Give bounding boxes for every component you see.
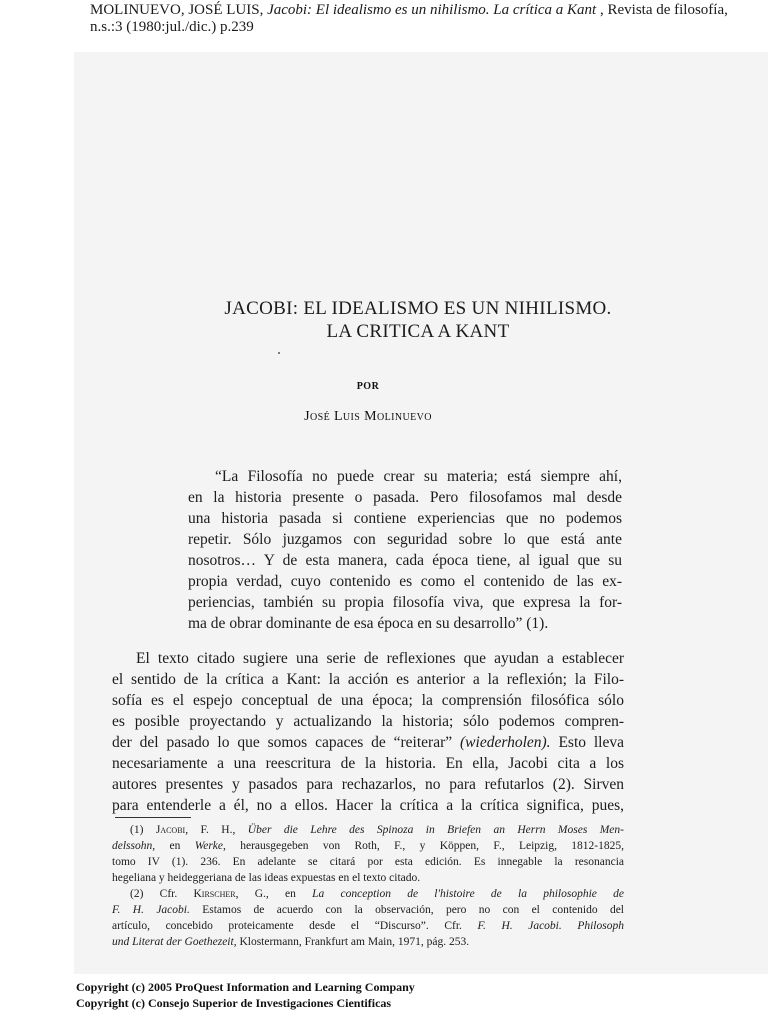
epigraph-quote — [188, 466, 622, 634]
article-author: José Luis Molinuevo — [304, 409, 432, 424]
quote-line: periencias, también su propia filosofía viva, que expresa la for- — [188, 594, 622, 611]
footnote-text-run: Klostermann, Frankfurt am Main, 1971, pág. 253. — [236, 936, 470, 948]
footnote-title: Über die Lehre des Spinoza in Briefen an Herrn Moses Men- — [247, 824, 624, 836]
citation-header — [90, 2, 750, 36]
body-text-run: der del pasado lo que somos capaces de “reiterar” — [112, 734, 461, 751]
body-line: El texto citado sugiere una serie de reflexiones que ayudan a establecer — [136, 650, 624, 667]
footnote-2-line — [112, 902, 624, 918]
footnote-2-line — [112, 934, 624, 950]
footnote-2-line — [112, 918, 624, 934]
footnote-title: La conception de l'histoire de la philosophie de — [312, 888, 624, 900]
byline-por: POR — [356, 381, 380, 392]
footnote-number: (2) Cfr. — [130, 888, 194, 900]
copyright-line-2: Copyright (c) Consejo Superior de Investigaciones Cientificas — [76, 996, 392, 1010]
quote-line: ma de obrar dominante de esa época en su desarrollo” (1). — [188, 615, 549, 632]
footnote-author: Jacobi — [155, 824, 186, 836]
article-title — [100, 297, 736, 343]
footnote-2-line — [112, 886, 624, 902]
footnote-1-line: tomo IV (1). 236. En adelante se citará por esta edición. Es innegable la resonancia — [112, 856, 624, 868]
article-title-line-2: LA CRITICA A KANT — [326, 321, 510, 342]
citation-title: Jacobi: El idealismo es un nihilismo. La crítica a Kant — [267, 2, 597, 18]
quote-line: en la historia presente o pasada. Pero filosofamos mal desde — [188, 489, 622, 506]
footnote-text-run: Estamos de acuerdo con la observación, pero no con el contenido del — [189, 904, 624, 916]
footnote-1-line — [112, 822, 624, 838]
copyright-notice — [76, 979, 676, 1011]
quote-line: repetir. Sólo juzgamos con seguridad sobre lo que está ante — [188, 531, 622, 548]
footnote-text-run: , herausgegeben von Roth, F., y Köppen, F., Leipzig, 1812-1825, — [223, 840, 624, 852]
footnote-title: F. H. Jacobi. Philosoph — [477, 920, 624, 932]
footnotes — [112, 822, 624, 950]
body-line: el sentido de la crítica a Kant: la acción es anterior a la reflexión; la Filo- — [112, 671, 624, 688]
footnote-title: und Literat der Goethezeit, — [112, 936, 237, 948]
quote-line: una historia pasada si contiene experiencias que no podemos — [188, 510, 622, 527]
footnote-title: Werke — [194, 840, 223, 852]
body-line: es posible proyectando y actualizando la historia; sólo podemos compren- — [112, 713, 624, 730]
copyright-line-1: Copyright (c) 2005 ProQuest Information and Learning Company — [76, 980, 415, 994]
body-line: autores presentes y pasados para rechazarlos, no para refutarlos (2). Sirven — [112, 776, 624, 793]
footnote-1-line: hegeliana y heideggeriana de las ideas expuestas en el texto citado. — [112, 872, 421, 884]
body-line — [112, 732, 624, 753]
quote-line: nosotros… Y de esta manera, cada época tiene, al igual que su — [188, 552, 622, 569]
scan-speck — [278, 352, 280, 354]
footnote-number: (1) — [130, 824, 156, 836]
footnote-text-run: artículo, concebido proteicamente desde el “Discurso”. Cfr. — [112, 920, 478, 932]
citation-journal: , Revista de filosofía, n.s.:3 (1980:jul./dic.) p.239 — [90, 2, 728, 35]
quote-line: “La Filosofía no puede crear su materia; está siempre ahí, — [215, 468, 622, 485]
footnote-title: F. H. Jacobi. — [112, 904, 190, 916]
body-italic-term: (wiederholen). — [460, 734, 551, 751]
body-paragraph — [112, 648, 624, 816]
footnote-text-run: , G., en — [235, 888, 313, 900]
article-title-line-1: JACOBI: EL IDEALISMO ES UN NIHILISMO. — [224, 298, 612, 319]
body-text-run: Esto lleva — [550, 734, 624, 751]
body-line: necesariamente a una reescritura de la historia. En ella, Jacobi cita a los — [112, 755, 624, 772]
footnote-1-line — [112, 838, 624, 854]
footnote-text-run: , en — [152, 840, 195, 852]
footnote-author: Kirscher — [193, 888, 236, 900]
footnote-title: delssohn — [112, 840, 153, 852]
footnote-divider — [115, 817, 191, 818]
footnote-text-run: , F. H., — [185, 824, 248, 836]
body-line: para entenderle a él, no a ellos. Hacer la crítica a la crítica significa, pues, — [112, 797, 624, 814]
body-line: sofía es el espejo conceptual de una época; la comprensión filosófica sólo — [112, 692, 624, 709]
citation-authors: MOLINUEVO, JOSÉ LUIS, — [90, 2, 268, 18]
quote-line: propia verdad, cuyo contenido es como el contenido de las ex- — [188, 573, 622, 590]
